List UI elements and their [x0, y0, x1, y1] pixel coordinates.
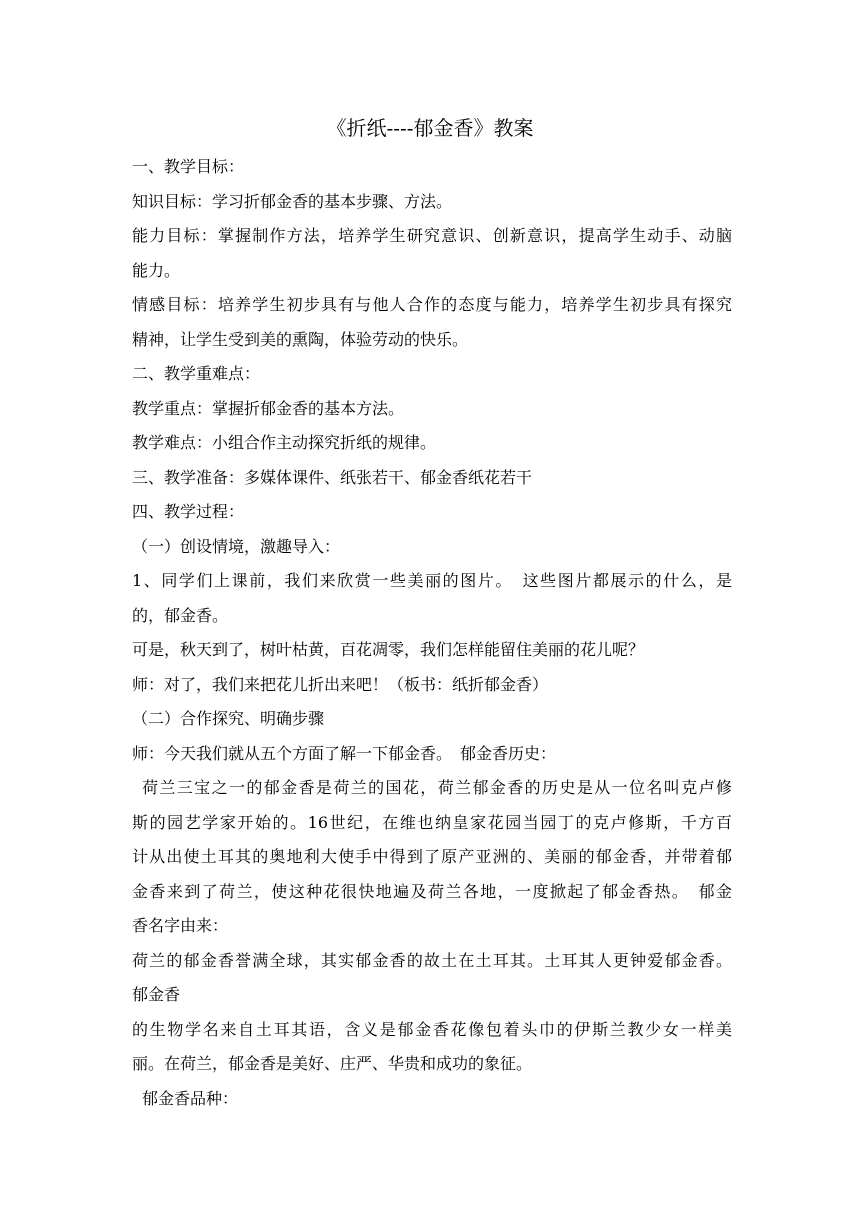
section-heading-objectives: 一、教学目标： — [132, 157, 245, 176]
paragraph-netherlands-2: 郁金香 — [132, 985, 181, 1004]
paragraph-ability-goal: 能力目标：掌握制作方法，培养学生研究意识、创新意识，提高学生动手、动脑 — [132, 226, 732, 245]
paragraph-history-3: 计从出使土耳其的奥地利大使手中得到了原产亚洲的、美丽的郁金香，并带着郁 — [132, 847, 732, 866]
paragraph-name-origin: 香名字由来： — [132, 916, 229, 935]
paragraph-ability-goal-cont: 能力。 — [132, 260, 181, 280]
paragraph-key-point: 教学重点：掌握折郁金香的基本方法。 — [132, 398, 405, 418]
paragraph-symbol: 丽。在荷兰，郁金香是美好、庄严、华贵和成功的象征。 — [132, 1054, 533, 1073]
paragraph-teacher-fold: 师：对了，我们来把花儿折出来吧！（板书：纸折郁金香） — [132, 674, 549, 694]
document-body — [132, 150, 732, 1116]
section-heading-key-points: 二、教学重难点： — [132, 364, 261, 383]
paragraph-autumn: 可是，秋天到了，树叶枯黄，百花凋零，我们怎样能留住美丽的花儿呢？ — [132, 640, 645, 659]
paragraph-netherlands: 荷兰的郁金香誉满全球，其实郁金香的故土在土耳其。土耳其人更钟爱郁金香。 — [132, 950, 732, 970]
paragraph-intro-cont: 的，郁金香。 — [132, 605, 229, 625]
paragraph-emotion-goal-cont: 精神，让学生受到美的熏陶，体验劳动的快乐。 — [132, 329, 469, 349]
document-title: 《折纸----郁金香》教案 — [326, 116, 534, 140]
subheading-explore: （二）合作探究、明确步骤 — [132, 709, 325, 728]
paragraph-difficulty: 教学难点：小组合作主动探究折纸的规律。 — [132, 433, 437, 452]
paragraph-history-4: 金香来到了荷兰，使这种花很快地遍及荷兰各地，一度掀起了郁金香热。 郁金 — [132, 881, 732, 901]
paragraph-history: 荷兰三宝之一的郁金香是荷兰的国花，荷兰郁金香的历史是从一位名叫克卢修 — [142, 778, 732, 797]
subheading-intro: （一）创设情境，激趣导入： — [132, 536, 341, 556]
paragraph-biology-name: 的生物学名来自土耳其语，含义是郁金香花像包着头巾的伊斯兰教少女一样美 — [132, 1019, 732, 1039]
section-heading-preparation: 三、教学准备：多媒体课件、纸张若干、郁金香纸花若干 — [132, 467, 533, 487]
paragraph-history-2: 斯的园艺学家开始的。16世纪，在维也纳皇家花园当园丁的克卢修斯，千方百 — [132, 812, 732, 832]
paragraph-emotion-goal: 情感目标：培养学生初步具有与他人合作的态度与能力，培养学生初步具有探究 — [132, 295, 732, 314]
section-heading-process: 四、教学过程： — [132, 502, 245, 521]
paragraph-five-aspects: 师：今天我们就从五个方面了解一下郁金香。 郁金香历史： — [132, 743, 557, 763]
paragraph-intro: 1、同学们上课前，我们来欣赏一些美丽的图片。 这些图片都展示的什么，是 — [132, 571, 732, 590]
paragraph-varieties: 郁金香品种： — [142, 1088, 239, 1108]
paragraph-knowledge-goal: 知识目标：学习折郁金香的基本步骤、方法。 — [132, 191, 453, 211]
